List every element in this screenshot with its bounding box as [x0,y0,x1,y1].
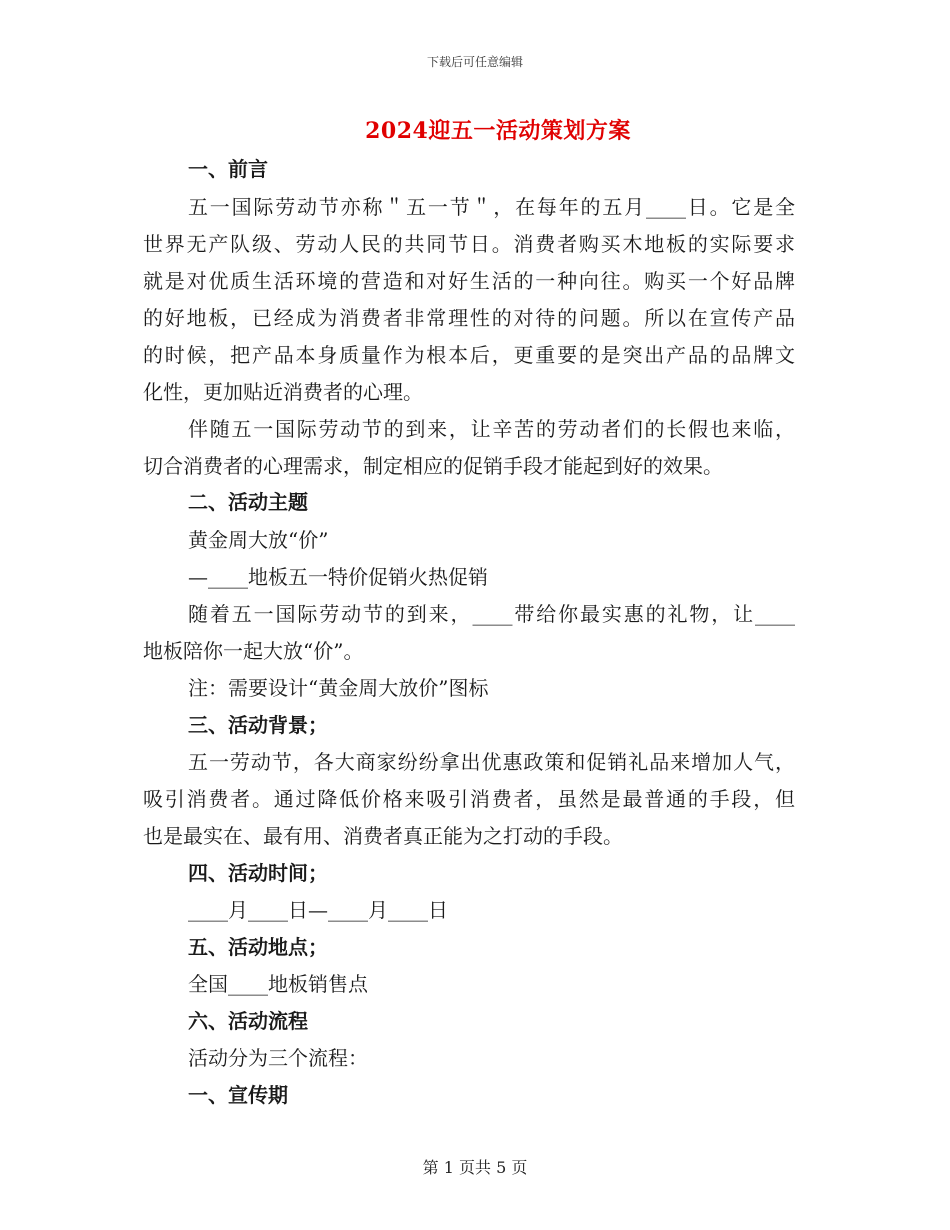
paragraph-line: 的好地板，已经成为消费者非常理性的对待的问题。所以在宣传产品 [143,306,795,330]
paragraph-line: 地板陪你一起大放“价”。 [143,639,364,663]
subsection-heading-promotion: 一、宣传期 [188,1083,288,1107]
paragraph-line: 随着五一国际劳动节的到来，____带给你最实惠的礼物，让____ [188,602,795,626]
page-footer-number: 第 1 页共 5 页 [422,1158,528,1177]
section-heading-background: 三、活动背景； [188,713,328,737]
paragraph-line: 切合消费者的心理需求，制定相应的促销手段才能起到好的效果。 [143,454,723,478]
page-header-note: 下载后可任意编辑 [426,55,523,69]
section-heading-theme: 二、活动主题 [188,490,308,514]
section-heading-process: 六、活动流程 [188,1009,308,1033]
paragraph-line: 全国____地板销售点 [188,972,368,996]
paragraph-line: 五一国际劳动节亦称＂五一节＂，在每年的五月____日。它是全 [188,195,795,219]
section-heading-time: 四、活动时间； [188,861,328,885]
paragraph-line: —____地板五一特价促销火热促销 [188,565,488,589]
paragraph-line: 黄金周大放“价” [188,528,329,552]
paragraph-line: 五一劳动节，各大商家纷纷拿出优惠政策和促销礼品来增加人气， [188,750,795,774]
paragraph-line: 注：需要设计“黄金周大放价”图标 [188,676,489,700]
paragraph-line: 就是对优质生活环境的营造和对好生活的一种向往。购买一个好品牌 [143,269,795,293]
paragraph-line: 伴随五一国际劳动节的到来，让辛苦的劳动者们的长假也来临， [188,417,795,441]
paragraph-line: 的时候，把产品本身质量作为根本后，更重要的是突出产品的品牌文 [143,343,795,367]
paragraph-line: 吸引消费者。通过降低价格来吸引消费者，虽然是最普通的手段，但 [143,787,795,811]
paragraph-line: ____月____日—____月____日 [188,898,448,922]
section-heading-preface: 一、前言 [188,157,268,181]
document-title: 2024迎五一活动策划方案 [365,118,631,144]
paragraph-line: 世界无产队级、劳动人民的共同节日。消费者购买木地板的实际要求 [143,232,795,256]
paragraph-line: 化性，更加贴近消费者的心理。 [143,380,423,404]
paragraph-line: 也是最实在、最有用、消费者真正能为之打动的手段。 [143,824,623,848]
section-heading-location: 五、活动地点； [188,935,328,959]
paragraph-line: 活动分为三个流程： [188,1046,368,1070]
